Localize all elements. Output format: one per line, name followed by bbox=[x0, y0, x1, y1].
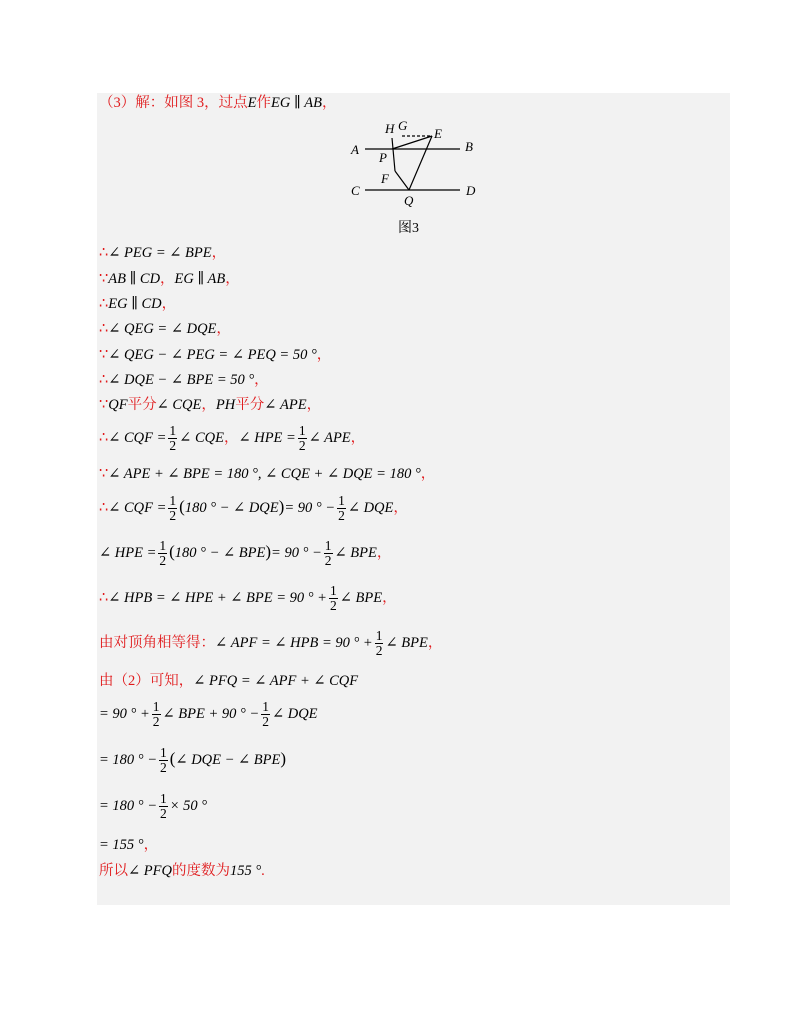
fraction-half: $\frac{1}{2}$ bbox=[375, 628, 383, 659]
fraction-half: $\frac{1}{2}$ bbox=[159, 538, 167, 569]
label-e: E bbox=[434, 126, 442, 141]
fraction-half: $\frac{1}{2}$ bbox=[169, 423, 177, 454]
fraction-half: $\frac{1}{2}$ bbox=[152, 699, 160, 730]
fraction-half: $\frac{1}{2}$ bbox=[329, 583, 337, 614]
geometry-figure bbox=[340, 112, 490, 212]
solution-header: （3）解：如图 3，过点E作EG ∥ AB， bbox=[99, 95, 337, 111]
step-12: ∴∠ HPB = ∠ HPE + ∠ BPE = 90 ° + $\frac{1}{2}$ ∠ BPE， bbox=[99, 583, 397, 614]
fraction-half: $\frac{1}{2}$ bbox=[324, 538, 332, 569]
step-18: = 155 °， bbox=[99, 837, 159, 853]
step-1: ∴∠ PEG = ∠ BPE， bbox=[99, 245, 227, 261]
fraction-half: $\frac{1}{2}$ bbox=[160, 791, 167, 822]
step-2: ∵AB ∥ CD，EG ∥ AB， bbox=[99, 271, 240, 287]
segment-eq bbox=[409, 136, 432, 190]
figure-caption: 图3 bbox=[398, 221, 419, 236]
label-d: D bbox=[466, 183, 476, 198]
step-8: ∴∠ CQF = $\frac{1}{2}$ ∠ CQE，∠ HPE = $\frac{1}{2}$ ∠ APE， bbox=[99, 423, 366, 454]
label-a: A bbox=[351, 142, 359, 157]
step-9: ∵∠ APE + ∠ BPE = 180 °, ∠ CQE + ∠ DQE = 180 °， bbox=[99, 466, 436, 482]
step-11: ∠ HPE = $\frac{1}{2}$ (180 ° − ∠ BPE)= 90 ° − $\frac{1}{2}$ ∠ BPE， bbox=[99, 538, 392, 569]
step-6: ∴∠ DQE − ∠ BPE = 50 °， bbox=[99, 372, 269, 388]
segment-fq bbox=[395, 171, 409, 190]
label-q: Q bbox=[404, 193, 414, 208]
step-5: ∵∠ QEG − ∠ PEG = ∠ PEQ = 50 °， bbox=[99, 347, 332, 363]
step-19: 所以∠ PFQ的度数为155 °. bbox=[99, 863, 265, 879]
label-p: P bbox=[379, 150, 387, 165]
fraction-half: $\frac{1}{2}$ bbox=[160, 745, 167, 776]
label-h: H bbox=[385, 121, 395, 136]
fraction-half: $\frac{1}{2}$ bbox=[169, 493, 177, 524]
step-10: ∴∠ CQF = $\frac{1}{2}$ (180 ° − ∠ DQE)= 90 ° − $\frac{1}{2}$ ∠ DQE， bbox=[99, 493, 408, 524]
step-4: ∴∠ QEG = ∠ DQE， bbox=[99, 321, 231, 337]
label-g: G bbox=[398, 118, 408, 133]
label-f: F bbox=[381, 171, 389, 186]
segment-pe bbox=[392, 136, 432, 149]
fraction-half: $\frac{1}{2}$ bbox=[338, 493, 345, 524]
label-c: C bbox=[351, 183, 360, 198]
step-13: 由对顶角相等得：∠ APF = ∠ HPB = 90 ° + $\frac{1}{2}$ ∠ BPE， bbox=[99, 628, 443, 659]
fraction-half: $\frac{1}{2}$ bbox=[262, 699, 269, 730]
step-15: = 90 ° + $\frac{1}{2}$ ∠ BPE + 90 ° − $\frac{1}{2}$ ∠ DQE bbox=[99, 699, 318, 730]
step-16: = 180 ° − $\frac{1}{2}$ (∠ DQE − ∠ BPE) bbox=[99, 745, 287, 776]
step-14: 由（2）可知，∠ PFQ = ∠ APF + ∠ CQF bbox=[99, 673, 359, 689]
step-3: ∴EG ∥ CD， bbox=[99, 296, 177, 312]
fraction-half: $\frac{1}{2}$ bbox=[298, 423, 306, 454]
segment-hp bbox=[392, 138, 395, 171]
label-b: B bbox=[465, 139, 473, 154]
step-7: ∵QF平分∠ CQE，PH平分∠ APE， bbox=[99, 397, 322, 413]
step-17: = 180 ° − $\frac{1}{2}$ × 50 ° bbox=[99, 791, 208, 822]
